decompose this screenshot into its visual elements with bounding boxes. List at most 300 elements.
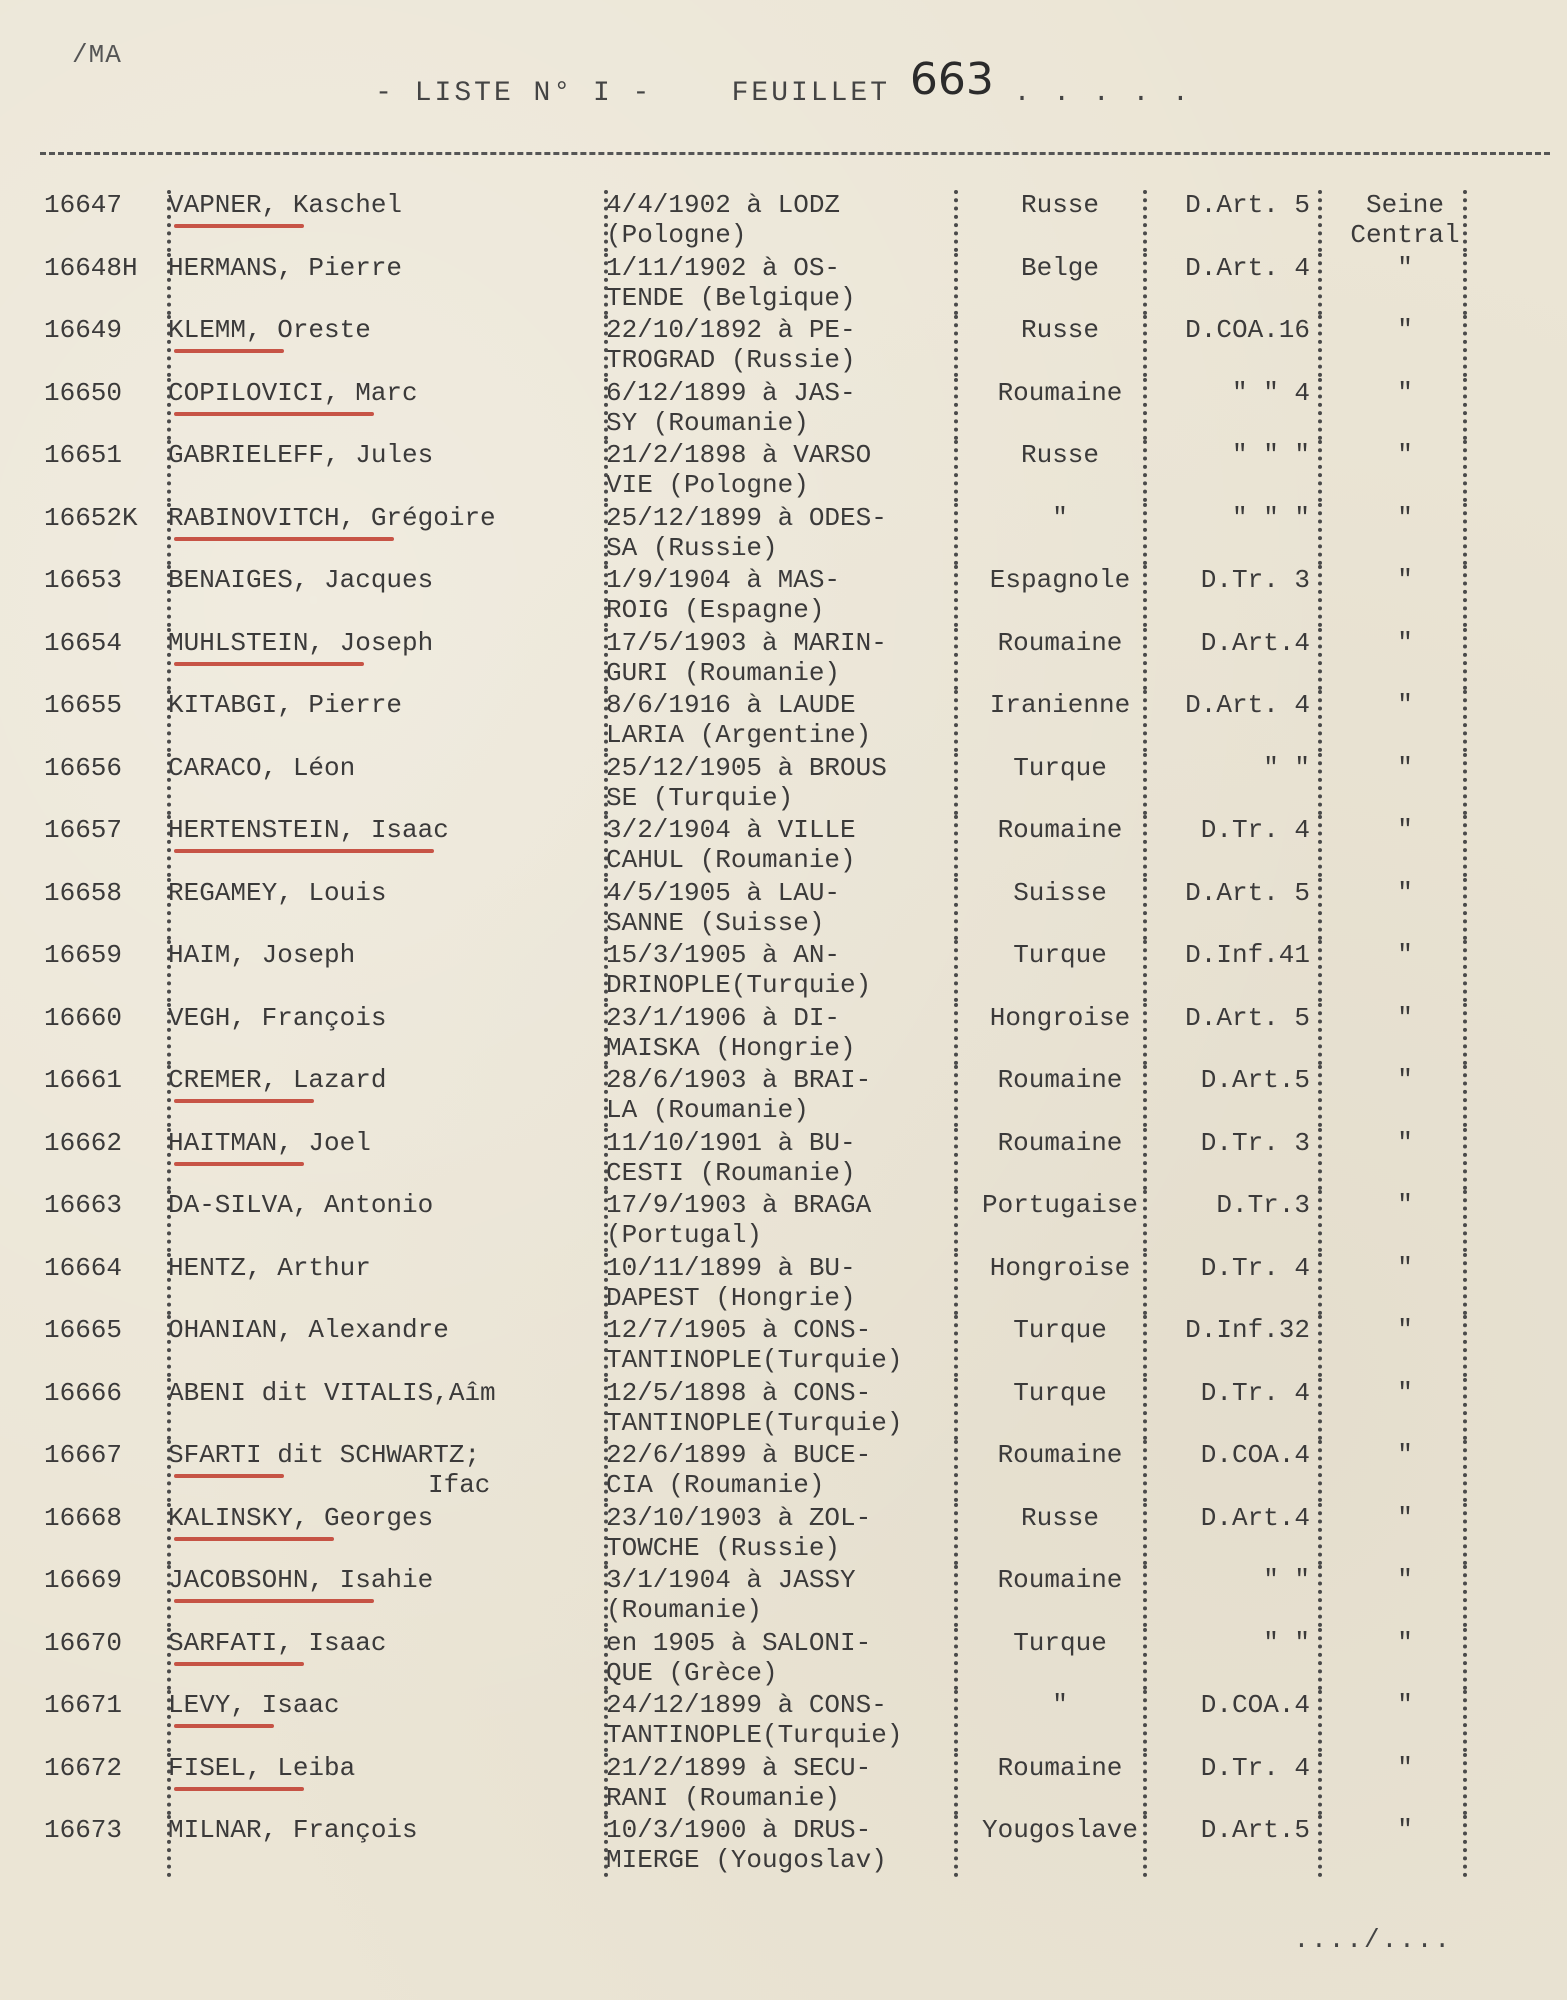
column-separator bbox=[1318, 1690, 1322, 1752]
column-separator bbox=[954, 940, 958, 1002]
birth-line-2: GURI (Roumanie) bbox=[606, 657, 841, 688]
person-name-cell bbox=[168, 940, 598, 970]
column-separator bbox=[1318, 940, 1322, 1002]
column-separator bbox=[1318, 1253, 1322, 1315]
person-name-cell bbox=[168, 1190, 598, 1220]
department: " bbox=[1397, 1565, 1413, 1595]
nationality: Russe bbox=[1020, 315, 1099, 345]
column-separator bbox=[954, 503, 958, 565]
department: " bbox=[1397, 252, 1413, 283]
birth-line-2: QUE (Grèce) bbox=[606, 1657, 778, 1688]
column-separator bbox=[167, 878, 171, 940]
department: " bbox=[1397, 877, 1413, 908]
birth-line-1: 22/10/1892 à PE- bbox=[606, 315, 856, 345]
birth-info bbox=[606, 628, 966, 688]
column-separator bbox=[604, 1128, 608, 1190]
birth-line-2: MAISKA (Hongrie) bbox=[606, 1032, 856, 1063]
continuation-mark: ..../.... bbox=[1293, 1925, 1452, 1955]
birth-line-1: 4/5/1905 à LAU- bbox=[606, 877, 841, 908]
column-separator bbox=[1463, 503, 1467, 565]
column-separator bbox=[1318, 1065, 1322, 1127]
column-separator bbox=[1463, 1440, 1467, 1502]
military-assignment: D.Tr. 3 bbox=[1200, 1127, 1310, 1158]
nationality: Yougoslave bbox=[981, 1815, 1139, 1845]
column-separator bbox=[1463, 1190, 1467, 1252]
column-separator bbox=[1318, 690, 1322, 752]
department: " bbox=[1397, 1440, 1413, 1470]
military-assignment: " " bbox=[1263, 1565, 1310, 1595]
column-separator bbox=[954, 1628, 958, 1690]
column-separator bbox=[954, 1128, 958, 1190]
column-separator bbox=[1463, 440, 1467, 502]
military-assignment: D.Tr. 4 bbox=[1200, 1377, 1310, 1408]
birth-info bbox=[606, 1753, 966, 1813]
birth-line-1: 25/12/1899 à ODES- bbox=[606, 502, 887, 533]
red-pencil-underline bbox=[174, 412, 374, 416]
column-separator bbox=[167, 1565, 171, 1627]
record-number: 16647 bbox=[44, 190, 123, 220]
column-separator bbox=[167, 440, 171, 502]
nationality: Hongroise bbox=[989, 1002, 1131, 1033]
birth-info bbox=[606, 1315, 966, 1375]
column-separator bbox=[604, 1190, 608, 1252]
column-separator bbox=[1143, 1253, 1147, 1315]
birth-line-2: MIERGE (Yougoslav) bbox=[606, 1845, 887, 1875]
column-separator bbox=[604, 315, 608, 377]
person-name: DA-SILVA, Antonio bbox=[168, 1190, 434, 1220]
column-separator bbox=[1143, 1503, 1147, 1565]
column-separator bbox=[1463, 1565, 1467, 1627]
person-name: CREMER, Lazard bbox=[168, 1065, 387, 1095]
column-separator bbox=[167, 565, 171, 627]
military-assignment: D.Art.4 bbox=[1200, 627, 1310, 658]
typist-initials: /MA bbox=[72, 40, 122, 70]
person-name-cell bbox=[168, 253, 598, 283]
column-separator bbox=[954, 565, 958, 627]
column-separator bbox=[1143, 378, 1147, 440]
column-separator bbox=[167, 690, 171, 752]
column-separator bbox=[1143, 1128, 1147, 1190]
column-separator bbox=[1143, 1753, 1147, 1815]
column-separator bbox=[1463, 190, 1467, 252]
person-name: CARACO, Léon bbox=[168, 752, 356, 783]
column-separator bbox=[1318, 1440, 1322, 1502]
column-separator bbox=[604, 1815, 608, 1877]
person-name-cell bbox=[168, 1440, 598, 1500]
column-separator bbox=[167, 1253, 171, 1315]
table-row bbox=[0, 565, 1567, 628]
birth-info bbox=[606, 1128, 966, 1188]
column-separator bbox=[167, 1815, 171, 1877]
record-number: 16664 bbox=[44, 1252, 123, 1283]
table-row bbox=[0, 1315, 1567, 1378]
nationality: Roumaine bbox=[997, 377, 1123, 408]
birth-info bbox=[606, 378, 966, 438]
column-separator bbox=[1143, 628, 1147, 690]
record-number: 16662 bbox=[44, 1127, 123, 1158]
red-pencil-underline bbox=[174, 849, 434, 853]
birth-line-2: VIE (Pologne) bbox=[606, 470, 809, 500]
column-separator bbox=[1318, 1628, 1322, 1690]
nationality: " bbox=[1052, 1690, 1068, 1720]
table-row bbox=[0, 315, 1567, 378]
column-separator bbox=[1463, 1628, 1467, 1690]
birth-line-2: LA (Roumanie) bbox=[606, 1095, 809, 1125]
birth-line-2: CAHUL (Roumanie) bbox=[606, 845, 856, 875]
column-separator bbox=[604, 378, 608, 440]
nationality: Turque bbox=[1013, 1627, 1107, 1658]
column-separator bbox=[167, 1315, 171, 1377]
column-separator bbox=[1463, 378, 1467, 440]
record-number: 16661 bbox=[44, 1065, 123, 1095]
column-separator bbox=[1318, 565, 1322, 627]
column-separator bbox=[1463, 253, 1467, 315]
person-name-cell bbox=[168, 1628, 598, 1658]
birth-info bbox=[606, 315, 966, 375]
column-separator bbox=[604, 1503, 608, 1565]
record-number: 16650 bbox=[44, 377, 123, 408]
department: Seine bbox=[1365, 190, 1444, 220]
column-separator bbox=[167, 503, 171, 565]
person-name: KITABGI, Pierre bbox=[168, 690, 403, 720]
column-separator bbox=[604, 565, 608, 627]
column-separator bbox=[1143, 753, 1147, 815]
column-separator bbox=[954, 1753, 958, 1815]
column-separator bbox=[1318, 1003, 1322, 1065]
birth-line-2: TENDE (Belgique) bbox=[606, 282, 856, 313]
column-separator bbox=[1318, 440, 1322, 502]
feuillet-number: 663 bbox=[909, 54, 994, 105]
list-title: - LISTE N° I - bbox=[375, 78, 653, 109]
column-separator bbox=[167, 1190, 171, 1252]
nationality: Russe bbox=[1020, 1502, 1099, 1533]
person-name-cell bbox=[168, 1815, 598, 1845]
column-separator bbox=[167, 1003, 171, 1065]
person-name-cell bbox=[168, 378, 598, 408]
nationality: Russe bbox=[1020, 190, 1099, 220]
birth-line-2: (Portugal) bbox=[606, 1220, 763, 1250]
birth-info bbox=[606, 1628, 966, 1688]
military-assignment: D.Art. 5 bbox=[1185, 877, 1310, 908]
department: " bbox=[1397, 1627, 1413, 1658]
column-separator bbox=[1463, 1503, 1467, 1565]
birth-line-1: 8/6/1916 à LAUDE bbox=[606, 690, 856, 720]
column-separator bbox=[604, 1440, 608, 1502]
red-pencil-underline bbox=[174, 1162, 304, 1166]
record-number: 16651 bbox=[44, 440, 123, 470]
person-name-cell bbox=[168, 440, 598, 470]
table-row bbox=[0, 1253, 1567, 1316]
birth-line-2: DAPEST (Hongrie) bbox=[606, 1282, 856, 1313]
birth-line-2: TANTINOPLE(Turquie) bbox=[606, 1345, 903, 1375]
column-separator bbox=[604, 878, 608, 940]
column-separator bbox=[1318, 378, 1322, 440]
birth-line-1: 17/5/1903 à MARIN- bbox=[606, 627, 887, 658]
column-separator bbox=[604, 815, 608, 877]
person-name: JACOBSOHN, Isahie bbox=[168, 1565, 434, 1595]
column-separator bbox=[604, 1690, 608, 1752]
birth-line-1: en 1905 à SALONI- bbox=[606, 1627, 872, 1658]
nationality: Suisse bbox=[1013, 877, 1107, 908]
birth-line-2: DRINOPLE(Turquie) bbox=[606, 970, 872, 1000]
column-separator bbox=[954, 1690, 958, 1752]
column-separator bbox=[1143, 253, 1147, 315]
birth-line-2: LARIA (Argentine) bbox=[606, 720, 872, 750]
person-name-cell bbox=[168, 503, 598, 533]
column-separator bbox=[954, 378, 958, 440]
column-separator bbox=[1318, 503, 1322, 565]
nationality: Roumaine bbox=[997, 627, 1123, 658]
nationality: " bbox=[1052, 502, 1068, 533]
column-separator bbox=[1318, 628, 1322, 690]
column-separator bbox=[1143, 690, 1147, 752]
table-row bbox=[0, 1815, 1567, 1878]
column-separator bbox=[1463, 815, 1467, 877]
table-row bbox=[0, 1128, 1567, 1191]
column-separator bbox=[1143, 565, 1147, 627]
person-name: COPILOVICI, Marc bbox=[168, 377, 418, 408]
column-separator bbox=[604, 1628, 608, 1690]
nationality: Roumaine bbox=[997, 1127, 1123, 1158]
column-separator bbox=[1463, 1753, 1467, 1815]
birth-line-1: 28/6/1903 à BRAI- bbox=[606, 1065, 872, 1095]
military-assignment: D.Art. 4 bbox=[1185, 690, 1310, 720]
column-separator bbox=[604, 1315, 608, 1377]
birth-line-2: TOWCHE (Russie) bbox=[606, 1532, 841, 1563]
birth-info bbox=[606, 1190, 966, 1250]
birth-line-2: CESTI (Roumanie) bbox=[606, 1157, 856, 1188]
birth-info bbox=[606, 1378, 966, 1438]
department: " bbox=[1397, 1377, 1413, 1408]
military-assignment: D.Art. 5 bbox=[1185, 1002, 1310, 1033]
department-continued: Central bbox=[1350, 220, 1460, 250]
person-name-cell bbox=[168, 315, 598, 345]
column-separator bbox=[1143, 1003, 1147, 1065]
red-pencil-underline bbox=[174, 1537, 334, 1541]
birth-line-2: TROGRAD (Russie) bbox=[606, 345, 856, 375]
birth-line-1: 15/3/1905 à AN- bbox=[606, 940, 841, 970]
military-assignment: D.Art. 5 bbox=[1185, 190, 1310, 220]
record-number: 16663 bbox=[44, 1190, 123, 1220]
record-number: 16665 bbox=[44, 1315, 123, 1345]
person-name-cell bbox=[168, 1003, 598, 1033]
department: " bbox=[1397, 377, 1413, 408]
department: " bbox=[1397, 1315, 1413, 1345]
column-separator bbox=[604, 1565, 608, 1627]
red-pencil-underline bbox=[174, 537, 394, 541]
column-separator bbox=[604, 1253, 608, 1315]
birth-line-2: SA (Russie) bbox=[606, 532, 778, 563]
nationality: Hongroise bbox=[989, 1252, 1131, 1283]
column-separator bbox=[1143, 878, 1147, 940]
person-name-cell bbox=[168, 1065, 598, 1095]
column-separator bbox=[1143, 315, 1147, 377]
record-number: 16657 bbox=[44, 815, 123, 845]
birth-line-1: 3/1/1904 à JASSY bbox=[606, 1565, 856, 1595]
table-row bbox=[0, 878, 1567, 941]
table-row bbox=[0, 1003, 1567, 1066]
department: " bbox=[1397, 1127, 1413, 1158]
person-name-cell bbox=[168, 753, 598, 783]
birth-info bbox=[606, 1565, 966, 1625]
record-number: 16672 bbox=[44, 1752, 123, 1783]
birth-line-1: 10/11/1899 à BU- bbox=[606, 1252, 856, 1283]
column-separator bbox=[604, 253, 608, 315]
column-separator bbox=[604, 190, 608, 252]
department: " bbox=[1397, 1502, 1413, 1533]
column-separator bbox=[1143, 1065, 1147, 1127]
military-assignment: D.Art.5 bbox=[1200, 1065, 1310, 1095]
birth-info bbox=[606, 1003, 966, 1063]
person-name-cell bbox=[168, 1565, 598, 1595]
column-separator bbox=[1143, 815, 1147, 877]
column-separator bbox=[954, 253, 958, 315]
column-separator bbox=[954, 315, 958, 377]
column-separator bbox=[1463, 1128, 1467, 1190]
military-assignment: D.COA.4 bbox=[1200, 1440, 1310, 1470]
birth-line-1: 3/2/1904 à VILLE bbox=[606, 815, 856, 845]
birth-line-1: 11/10/1901 à BU- bbox=[606, 1127, 856, 1158]
column-separator bbox=[1318, 1753, 1322, 1815]
military-assignment: D.COA.4 bbox=[1200, 1690, 1310, 1720]
nationality: Iranienne bbox=[989, 690, 1131, 720]
person-name: HAIM, Joseph bbox=[168, 940, 356, 970]
military-assignment: D.Art.5 bbox=[1200, 1815, 1310, 1845]
column-separator bbox=[604, 503, 608, 565]
birth-info bbox=[606, 1503, 966, 1563]
birth-line-1: 25/12/1905 à BROUS bbox=[606, 752, 887, 783]
person-name-cell bbox=[168, 565, 598, 595]
column-separator bbox=[1143, 190, 1147, 252]
record-number: 16668 bbox=[44, 1502, 123, 1533]
column-separator bbox=[167, 628, 171, 690]
table-row bbox=[0, 1190, 1567, 1253]
column-separator bbox=[1318, 753, 1322, 815]
red-pencil-underline bbox=[174, 1787, 304, 1791]
column-separator bbox=[604, 690, 608, 752]
column-separator bbox=[1318, 878, 1322, 940]
military-assignment: " " " bbox=[1231, 440, 1310, 470]
department: " bbox=[1397, 440, 1413, 470]
birth-info bbox=[606, 1815, 966, 1875]
column-separator bbox=[1463, 1253, 1467, 1315]
record-number: 16649 bbox=[44, 315, 123, 345]
birth-line-2: SE (Turquie) bbox=[606, 782, 794, 813]
table-row bbox=[0, 1628, 1567, 1691]
birth-line-2: CIA (Roumanie) bbox=[606, 1470, 825, 1500]
column-separator bbox=[954, 1565, 958, 1627]
record-number: 16652K bbox=[44, 502, 138, 533]
nationality: Belge bbox=[1020, 252, 1099, 283]
birth-info bbox=[606, 503, 966, 563]
birth-line-2: TANTINOPLE(Turquie) bbox=[606, 1407, 903, 1438]
table-row bbox=[0, 378, 1567, 441]
department: " bbox=[1397, 565, 1413, 595]
record-number: 16653 bbox=[44, 565, 123, 595]
military-assignment: D.Tr. 4 bbox=[1200, 1752, 1310, 1783]
nationality: Portugaise bbox=[981, 1190, 1139, 1220]
red-pencil-underline bbox=[174, 1662, 304, 1666]
column-separator bbox=[167, 1378, 171, 1440]
column-separator bbox=[167, 1753, 171, 1815]
birth-line-1: 23/1/1906 à DI- bbox=[606, 1002, 841, 1033]
table-row bbox=[0, 253, 1567, 316]
table-row bbox=[0, 190, 1567, 253]
nationality: Russe bbox=[1020, 440, 1099, 470]
column-separator bbox=[604, 1378, 608, 1440]
column-separator bbox=[167, 1690, 171, 1752]
record-number: 16666 bbox=[44, 1377, 123, 1408]
record-number: 16648H bbox=[44, 252, 138, 283]
table-row bbox=[0, 815, 1567, 878]
military-assignment: D.Tr. 4 bbox=[1200, 1252, 1310, 1283]
red-pencil-underline bbox=[174, 662, 364, 666]
birth-line-2: (Pologne) bbox=[606, 220, 747, 250]
column-separator bbox=[1143, 440, 1147, 502]
table-row bbox=[0, 940, 1567, 1003]
column-separator bbox=[1463, 1815, 1467, 1877]
column-separator bbox=[604, 1065, 608, 1127]
birth-info bbox=[606, 940, 966, 1000]
department: " bbox=[1397, 1002, 1413, 1033]
column-separator bbox=[954, 628, 958, 690]
column-separator bbox=[1318, 190, 1322, 252]
column-separator bbox=[1463, 1690, 1467, 1752]
column-separator bbox=[954, 1378, 958, 1440]
table-row bbox=[0, 628, 1567, 691]
birth-line-1: 10/3/1900 à DRUS- bbox=[606, 1815, 872, 1845]
person-name: HENTZ, Arthur bbox=[168, 1252, 371, 1283]
person-name: RABINOVITCH, Grégoire bbox=[168, 502, 496, 533]
column-separator bbox=[167, 815, 171, 877]
birth-line-1: 4/4/1902 à LODZ bbox=[606, 190, 841, 220]
column-separator bbox=[954, 1190, 958, 1252]
column-separator bbox=[1143, 1565, 1147, 1627]
birth-info bbox=[606, 753, 966, 813]
column-separator bbox=[167, 253, 171, 315]
nationality: Roumaine bbox=[997, 815, 1123, 845]
birth-info bbox=[606, 565, 966, 625]
record-number: 16667 bbox=[44, 1440, 123, 1470]
person-name: HERTENSTEIN, Isaac bbox=[168, 815, 449, 845]
nationality: Roumaine bbox=[997, 1440, 1123, 1470]
person-name: OHANIAN, Alexandre bbox=[168, 1315, 449, 1345]
red-pencil-underline bbox=[174, 1724, 274, 1728]
department: " bbox=[1397, 940, 1413, 970]
column-separator bbox=[1318, 1190, 1322, 1252]
table-row bbox=[0, 753, 1567, 816]
military-assignment: " " " bbox=[1231, 502, 1310, 533]
department: " bbox=[1397, 1190, 1413, 1220]
column-separator bbox=[167, 940, 171, 1002]
column-separator bbox=[1463, 690, 1467, 752]
column-separator bbox=[954, 1503, 958, 1565]
birth-info bbox=[606, 815, 966, 875]
person-name: HERMANS, Pierre bbox=[168, 252, 403, 283]
column-separator bbox=[1463, 565, 1467, 627]
person-name-continued: Ifac bbox=[428, 1470, 491, 1500]
column-separator bbox=[1463, 940, 1467, 1002]
column-separator bbox=[1318, 1565, 1322, 1627]
column-separator bbox=[1143, 1190, 1147, 1252]
feuillet-label: FEUILLET bbox=[731, 78, 891, 109]
column-separator bbox=[604, 440, 608, 502]
table-row bbox=[0, 1440, 1567, 1503]
record-number: 16654 bbox=[44, 627, 123, 658]
column-separator bbox=[954, 690, 958, 752]
birth-line-1: 12/7/1905 à CONS- bbox=[606, 1315, 872, 1345]
person-name-cell bbox=[168, 628, 598, 658]
